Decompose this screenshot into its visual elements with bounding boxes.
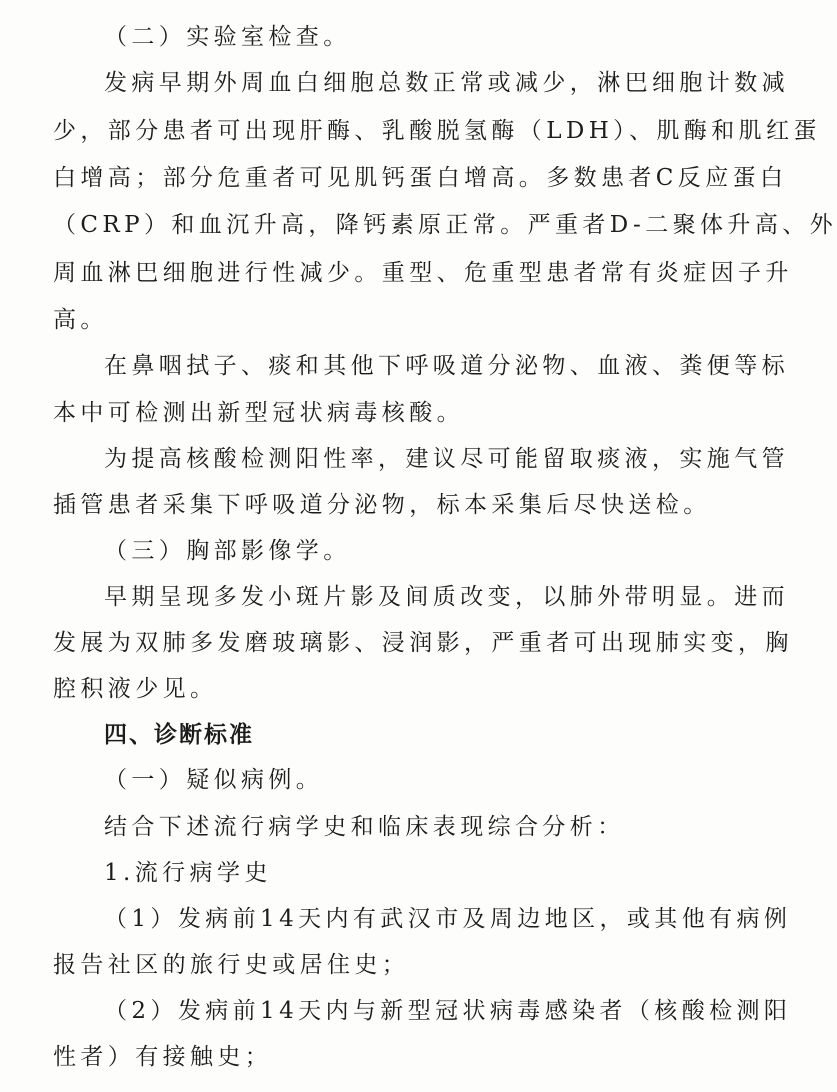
lab-paragraph-1-line-5: 周血淋巴细胞进行性减少。重型、危重型患者常有炎症因子升 [53, 260, 793, 286]
lab-paragraph-3-line-2: 插管患者采集下呼吸道分泌物，标本采集后尽快送检。 [53, 492, 711, 518]
lab-paragraph-2-line-1: 在鼻咽拭子、痰和其他下呼吸道分泌物、血液、粪便等标 [104, 353, 789, 379]
lab-paragraph-1-line-3: 白增高；部分危重者可见肌钙蛋白增高。多数患者C反应蛋白 [53, 165, 788, 191]
lab-exam-heading: （二）实验室检查。 [104, 24, 351, 50]
lab-paragraph-1-line-6: 高。 [53, 307, 108, 333]
lab-paragraph-2-line-2: 本中可检测出新型冠状病毒核酸。 [53, 400, 464, 426]
imaging-paragraph-line-2: 发展为双肺多发磨玻璃影、浸润影，严重者可出现肺实变，胸 [53, 630, 793, 656]
suspected-case-heading: （一）疑似病例。 [104, 767, 324, 793]
epidemiology-item-2-line-2: 性者）有接触史； [53, 1044, 273, 1070]
lab-paragraph-3-line-1: 为提高核酸检测阳性率，建议尽可能留取痰液，实施气管 [104, 446, 789, 472]
diagnosis-section-heading: 四、诊断标准 [104, 722, 254, 748]
epidemiology-heading: 1.流行病学史 [104, 860, 272, 886]
imaging-heading: （三）胸部影像学。 [104, 538, 351, 564]
suspected-case-intro: 结合下述流行病学史和临床表现综合分析： [104, 814, 625, 840]
epidemiology-item-2-line-1: （2）发病前14天内与新型冠状病毒感染者（核酸检测阳 [104, 998, 792, 1024]
epidemiology-item-1-line-1: （1）发病前14天内有武汉市及周边地区，或其他有病例 [104, 906, 792, 932]
imaging-paragraph-line-1: 早期呈现多发小斑片影及间质改变，以肺外带明显。进而 [104, 584, 789, 610]
imaging-paragraph-line-3: 腔积液少见。 [53, 676, 218, 702]
lab-paragraph-1-line-1: 发病早期外周血白细胞总数正常或减少，淋巴细胞计数减 [104, 70, 789, 96]
lab-paragraph-1-line-2: 少，部分患者可出现肝酶、乳酸脱氢酶（LDH）、肌酶和肌红蛋 [53, 118, 821, 144]
lab-paragraph-1-line-4: （CRP）和血沉升高，降钙素原正常。严重者D-二聚体升高、外 [53, 212, 837, 238]
epidemiology-item-1-line-2: 报告社区的旅行史或居住史； [53, 952, 410, 978]
